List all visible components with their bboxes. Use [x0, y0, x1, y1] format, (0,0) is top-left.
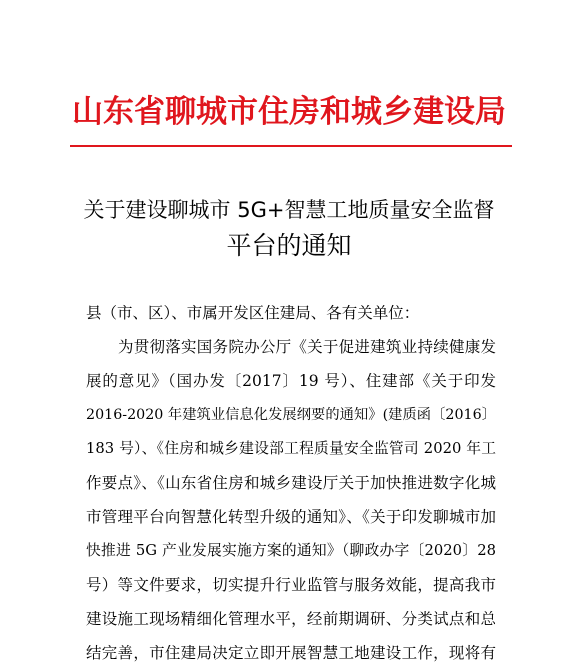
document-title-line-2	[0, 228, 578, 264]
body-line: 结完善，市住建局决定立即开展智慧工地建设工作，现将有	[86, 644, 496, 662]
body-line: 号）等文件要求，切实提升行业监管与服务效能，提高我市	[86, 576, 496, 594]
body-line: 市管理平台向智慧化转型升级的通知》、《关于印发聊城市加	[86, 508, 496, 526]
masthead-title	[0, 92, 578, 132]
document-body	[86, 296, 496, 668]
title-text: 关于建设聊城市 5G+智慧工地质量安全监督	[83, 198, 495, 222]
body-line: 建设施工现场精细化管理水平，经前期调研、分类试点和总	[86, 610, 496, 628]
red-divider-line	[70, 145, 512, 147]
body-line: 183 号）、《住房和城乡建设部工程质量安全监管司 2020 年工	[86, 440, 496, 457]
body-line: 快推进 5G 产业发展实施方案的通知》（聊政办字〔2020〕28	[86, 542, 496, 559]
document-title-line-1	[0, 192, 578, 228]
document-title	[0, 192, 578, 264]
body-line: 为贯彻落实国务院办公厅《关于促进建筑业持续健康发	[118, 338, 496, 356]
body-line: 作要点》、《山东省住房和城乡建设厅关于加快推进数字化城	[86, 474, 496, 492]
body-line: 2016-2020 年建筑业信息化发展纲要的通知》(建质函〔2016〕	[86, 407, 496, 423]
body-line: 展的意见》（国办发〔2017〕19 号）、住建部《关于印发	[86, 372, 496, 390]
salutation: 县（市、区）、市属开发区住建局、各有关单位：	[86, 304, 420, 322]
title-text: 平台的通知	[226, 231, 352, 260]
masthead-text: 山东省聊城市住房和城乡建设局	[72, 94, 506, 130]
